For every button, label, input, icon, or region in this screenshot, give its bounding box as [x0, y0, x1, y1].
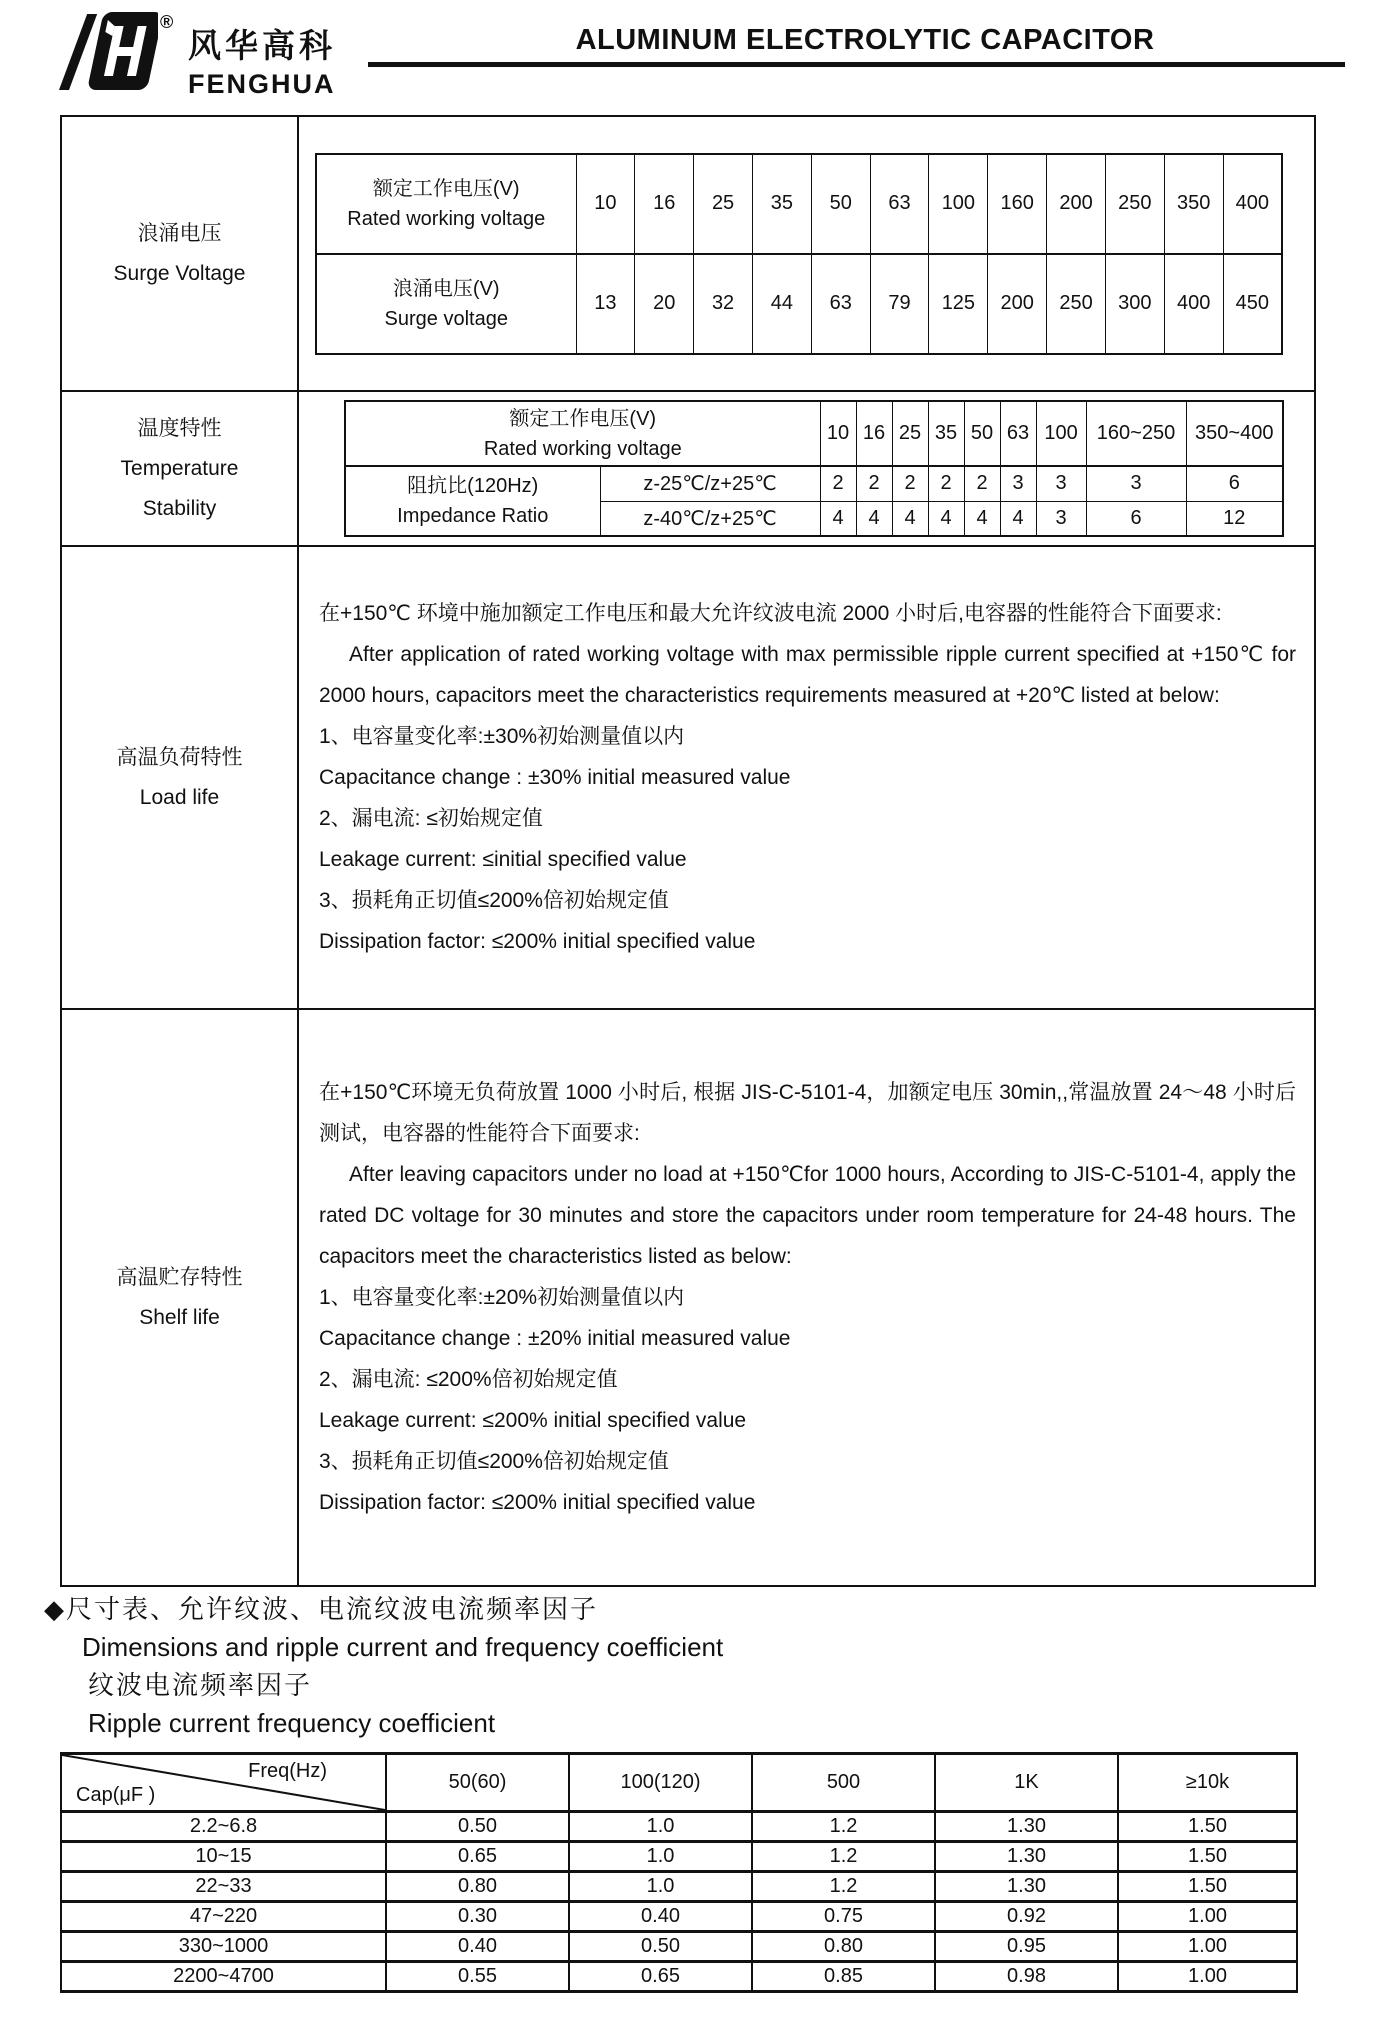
row-label-en: Surge Voltage: [113, 261, 246, 285]
surge-voltage-value: 450: [1223, 254, 1282, 354]
coefficient-value: 1.30: [935, 1872, 1118, 1902]
capacitance-range-cell: 47~220: [61, 1902, 386, 1932]
impedance-ratio-row-minus25: [345, 466, 1283, 501]
list-item-en: Capacitance change : ±30% initial measured value: [319, 766, 791, 789]
coefficient-value: 1.0: [569, 1812, 752, 1842]
impedance-ratio-value: 4: [820, 501, 856, 536]
capacitance-range-cell: 2200~4700: [61, 1962, 386, 1992]
brand-name-cn: 风华高科: [188, 27, 336, 64]
specifications-table: [60, 115, 1316, 1587]
list-item-en: Dissipation factor: ≤200% initial specified value: [319, 930, 756, 953]
label-cn: 阻抗比(120Hz): [407, 475, 539, 497]
load-life-text: [299, 587, 1314, 968]
rated-voltage-value: 35: [752, 154, 811, 254]
rated-voltage-value: 100: [1036, 401, 1086, 466]
impedance-ratio-value: 2: [928, 466, 964, 501]
coefficient-value: 0.55: [386, 1962, 569, 1992]
coefficient-value: 0.85: [752, 1962, 935, 1992]
rated-voltage-value: 350~400: [1186, 401, 1283, 466]
surge-voltage-header: [316, 254, 576, 354]
frequency-coefficient-table: [60, 1752, 1298, 1993]
brand-name-en: FENGHUA: [188, 69, 336, 99]
impedance-ratio-value: 4: [892, 501, 928, 536]
rated-voltage-value: 200: [1047, 154, 1106, 254]
list-item-en: Dissipation factor: ≤200% initial specified value: [319, 1491, 756, 1514]
surge-voltage-value: 250: [1047, 254, 1106, 354]
rated-voltage-value: 16: [635, 154, 694, 254]
surge-voltage-value: 200: [988, 254, 1047, 354]
impedance-ratio-value: 4: [928, 501, 964, 536]
rated-voltage-value: 160: [988, 154, 1047, 254]
coefficient-value: 0.80: [386, 1872, 569, 1902]
paragraph-cn: 在+150℃环境无负荷放置 1000 小时后, 根据 JIS-C-5101-4，加额定电压 30min,,常温放置 24～48 小时后测试，电容器的性能符合下面要求:: [319, 1081, 1296, 1145]
table-row: [61, 1962, 1297, 1992]
surge-values-row: [316, 254, 1282, 354]
impedance-ratio-value: 3: [1036, 501, 1086, 536]
surge-voltage-value: 20: [635, 254, 694, 354]
rated-voltage-value: 100: [929, 154, 988, 254]
coefficient-value: 1.50: [1118, 1812, 1297, 1842]
condition-cell: z-40℃/z+25℃: [600, 501, 820, 536]
coefficient-value: 1.30: [935, 1812, 1118, 1842]
title-underline: [368, 62, 1345, 67]
shelf-life-text: [299, 1066, 1314, 1529]
shelf-life-row: [61, 1009, 1315, 1586]
shelf-life-content: [298, 1009, 1315, 1586]
impedance-ratio-value: 6: [1186, 466, 1283, 501]
coefficient-value: 0.65: [386, 1842, 569, 1872]
row-label-cn: 高温负荷特性: [116, 745, 243, 769]
capacitance-range-cell: 10~15: [61, 1842, 386, 1872]
list-item-cn: 1、电容量变化率:±20%初始测量值以内: [319, 1286, 685, 1309]
paragraph-cn: 在+150℃ 环境中施加额定工作电压和最大允许纹波电流 2000 小时后,电容器的性能符合下面要求:: [319, 602, 1222, 625]
load-life-content: [298, 546, 1315, 1009]
rated-voltage-value: 10: [576, 154, 635, 254]
table-row: [61, 1902, 1297, 1932]
impedance-ratio-value: 6: [1086, 501, 1186, 536]
row-label-surge-voltage: [61, 116, 298, 391]
impedance-ratio-value: 3: [1036, 466, 1086, 501]
capacitance-range-cell: 330~1000: [61, 1932, 386, 1962]
coefficient-value: 1.2: [752, 1842, 935, 1872]
label-cn: 额定工作电压(V): [372, 177, 520, 200]
load-life-row: [61, 546, 1315, 1009]
list-item-cn: 3、损耗角正切值≤200%倍初始规定值: [319, 889, 669, 912]
row-label-cn: 浪涌电压: [137, 221, 222, 245]
section-subheading-en: Ripple current frequency coefficient: [88, 1708, 496, 1738]
list-item-en: Capacitance change : ±20% initial measured value: [319, 1327, 791, 1350]
impedance-ratio-table: [344, 400, 1284, 537]
row-label-en: Temperature: [120, 456, 239, 480]
rated-voltage-value: 350: [1164, 154, 1223, 254]
surge-voltage-value: 63: [811, 254, 870, 354]
label-en: Impedance Ratio: [397, 505, 549, 527]
impedance-ratio-value: 2: [964, 466, 1000, 501]
frequency-column-header: 500: [752, 1754, 935, 1812]
impedance-ratio-value: 4: [1000, 501, 1036, 536]
rated-voltage-value: 63: [870, 154, 929, 254]
coefficient-value: 0.50: [569, 1932, 752, 1962]
surge-voltage-value: 125: [929, 254, 988, 354]
capacitance-range-cell: 2.2~6.8: [61, 1812, 386, 1842]
impedance-ratio-value: 2: [892, 466, 928, 501]
rated-voltage-value: 160~250: [1086, 401, 1186, 466]
row-label-en: Shelf life: [139, 1305, 220, 1329]
registered-mark: ®: [160, 12, 174, 32]
paragraph-en: After application of rated working voltage with max permissible ripple current specified at +150℃ for 2000 hours, capacitors meet the characteristics requirements measured at +20℃ listed at below:: [319, 643, 1296, 707]
label-cn: 浪涌电压(V): [392, 277, 500, 300]
list-item-cn: 3、损耗角正切值≤200%倍初始规定值: [319, 1450, 669, 1473]
section-heading-cn: ◆尺寸表、允许纹波、电流纹波电流频率因子: [44, 1594, 598, 1624]
page-title: ALUMINUM ELECTROLYTIC CAPACITOR: [575, 24, 1155, 56]
coefficient-value: 0.40: [386, 1932, 569, 1962]
frequency-column-header: 100(120): [569, 1754, 752, 1812]
section-subheading-cn: 纹波电流频率因子: [88, 1670, 313, 1700]
rated-voltage-value: 63: [1000, 401, 1036, 466]
frequency-column-header: ≥10k: [1118, 1754, 1297, 1812]
rated-voltage-value: 35: [928, 401, 964, 466]
list-item-en: Leakage current: ≤initial specified value: [319, 848, 687, 871]
rated-voltage-value: 50: [811, 154, 870, 254]
label-cn: 额定工作电压(V): [509, 407, 657, 430]
list-item-cn: 2、漏电流: ≤200%倍初始规定值: [319, 1368, 618, 1391]
rated-voltage-value: 25: [892, 401, 928, 466]
row-label-cn: 温度特性: [137, 416, 222, 440]
table-row: [61, 1842, 1297, 1872]
impedance-ratio-value: 12: [1186, 501, 1283, 536]
coefficient-value: 1.00: [1118, 1902, 1297, 1932]
impedance-ratio-value: 2: [856, 466, 892, 501]
row-label-cn: 高温贮存特性: [116, 1265, 243, 1289]
coefficient-value: 0.98: [935, 1962, 1118, 1992]
surge-voltage-value: 79: [870, 254, 929, 354]
condition-cell: z-25℃/z+25℃: [600, 466, 820, 501]
corner-label-cap: Cap(μF ): [76, 1784, 156, 1806]
diagonal-header-cell: [61, 1754, 386, 1812]
coefficient-value: 0.80: [752, 1932, 935, 1962]
rated-voltage-value: 50: [964, 401, 1000, 466]
frequency-column-header: 50(60): [386, 1754, 569, 1812]
temperature-stability-row: [61, 391, 1315, 546]
fenghua-logo-icon: [58, 10, 158, 94]
coefficient-value: 0.65: [569, 1962, 752, 1992]
surge-voltage-value: 32: [694, 254, 753, 354]
coefficient-value: 0.95: [935, 1932, 1118, 1962]
coefficient-value: 1.00: [1118, 1932, 1297, 1962]
section-heading-en: Dimensions and ripple current and frequency coefficient: [82, 1632, 724, 1662]
coefficient-value: 1.50: [1118, 1872, 1297, 1902]
coefficient-value: 1.50: [1118, 1842, 1297, 1872]
surge-voltage-table: [315, 153, 1283, 355]
rated-voltage-header: [345, 401, 820, 466]
rated-voltage-row: [316, 154, 1282, 254]
coefficient-value: 0.75: [752, 1902, 935, 1932]
table-row: [61, 1932, 1297, 1962]
table-row: [61, 1872, 1297, 1902]
coefficient-value: 0.50: [386, 1812, 569, 1842]
rated-voltage-header: [316, 154, 576, 254]
row-label-shelf-life: [61, 1009, 298, 1586]
surge-voltage-value: 300: [1105, 254, 1164, 354]
coefficient-value: 0.30: [386, 1902, 569, 1932]
label-en: Rated working voltage: [347, 207, 546, 230]
surge-voltage-row: [61, 116, 1315, 391]
rated-voltage-value: 10: [820, 401, 856, 466]
label-en: Surge voltage: [384, 307, 508, 330]
coefficient-value: 0.92: [935, 1902, 1118, 1932]
impedance-ratio-value: 3: [1000, 466, 1036, 501]
list-item-cn: 1、电容量变化率:±30%初始测量值以内: [319, 725, 685, 748]
row-label-en: Stability: [142, 496, 217, 520]
rated-voltage-row: [345, 401, 1283, 466]
coefficient-value: 1.2: [752, 1812, 935, 1842]
coefficient-value: 1.0: [569, 1872, 752, 1902]
frequency-column-header: 1K: [935, 1754, 1118, 1812]
impedance-ratio-value: 4: [856, 501, 892, 536]
coefficient-value: 1.0: [569, 1842, 752, 1872]
table-row: [61, 1812, 1297, 1842]
list-item-cn: 2、漏电流: ≤初始规定值: [319, 807, 543, 830]
surge-voltage-value: 13: [576, 254, 635, 354]
row-label-load-life: [61, 546, 298, 1009]
label-en: Rated working voltage: [483, 437, 682, 460]
list-item-en: Leakage current: ≤200% initial specified value: [319, 1409, 747, 1432]
surge-voltage-value: 400: [1164, 254, 1223, 354]
corner-label-freq: Freq(Hz): [248, 1760, 327, 1782]
row-label-temperature-stability: [61, 391, 298, 546]
impedance-ratio-header: [345, 466, 600, 536]
coefficient-value: 1.00: [1118, 1962, 1297, 1992]
coefficient-value: 1.2: [752, 1872, 935, 1902]
rated-voltage-value: 25: [694, 154, 753, 254]
section-heading-block: [44, 1594, 723, 1746]
rated-voltage-value: 16: [856, 401, 892, 466]
coefficient-value: 0.40: [569, 1902, 752, 1932]
impedance-ratio-value: 2: [820, 466, 856, 501]
temperature-stability-content: [298, 391, 1315, 546]
frequency-header-row: [61, 1754, 1297, 1812]
capacitance-range-cell: 22~33: [61, 1872, 386, 1902]
impedance-ratio-value: 3: [1086, 466, 1186, 501]
surge-voltage-content: [298, 116, 1315, 391]
rated-voltage-value: 400: [1223, 154, 1282, 254]
paragraph-en: After leaving capacitors under no load at +150℃for 1000 hours, According to JIS-C-5101-4, apply the rated DC voltage for 30 minutes and store the capacitors under room temperature for 24-48 hours. The capacitors meet the characteristics listed as below:: [319, 1163, 1296, 1268]
surge-voltage-value: 44: [752, 254, 811, 354]
brand-block: [188, 20, 336, 100]
row-label-en: Load life: [139, 785, 220, 809]
coefficient-value: 1.30: [935, 1842, 1118, 1872]
rated-voltage-value: 250: [1105, 154, 1164, 254]
impedance-ratio-value: 4: [964, 501, 1000, 536]
